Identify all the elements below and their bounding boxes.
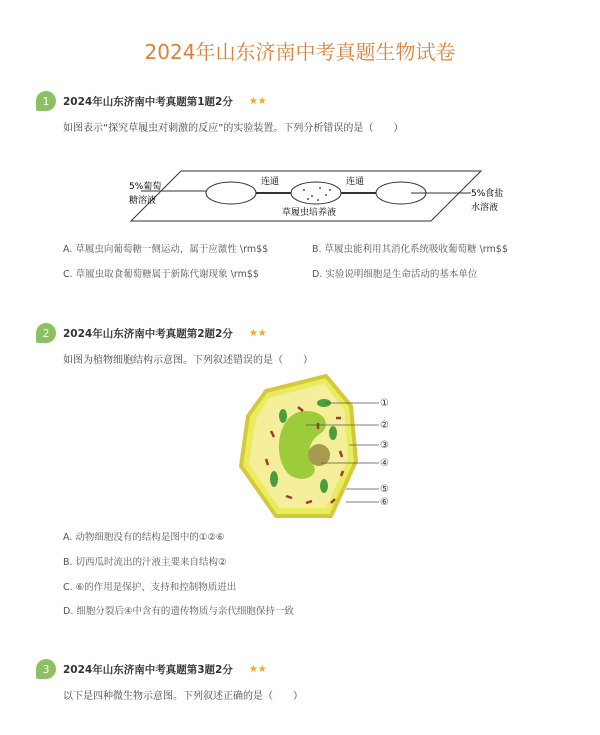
cell-label-4: ④ (380, 458, 389, 469)
question-1 (36, 91, 576, 280)
cell-label-6: ⑥ (380, 497, 389, 508)
option-d[interactable]: D. 实验说明细胞是生命活动的基本单位 (312, 269, 478, 280)
cell-label-1: ① (380, 398, 389, 409)
difficulty-stars: ★★ (248, 327, 267, 339)
question-heading: 2024年山东济南中考真题第1题2分 (63, 95, 233, 108)
option-d[interactable]: D. 细胞分裂后④中含有的遗传物质与亲代细胞保持一致 (63, 606, 294, 617)
left-solution-label: 5%葡萄 (129, 182, 162, 192)
option-c[interactable]: C. 草履虫取食葡萄糖属于新陈代谢现象 \rm$$ (63, 269, 259, 280)
right-solution-label: 5%食盐 (471, 189, 504, 199)
connect-label: 连通 (346, 177, 365, 187)
question-number-badge: 2 (36, 323, 56, 343)
question-number-badge: 1 (36, 91, 56, 111)
left-solution-label: 糖溶液 (129, 196, 157, 206)
option-a[interactable]: A. 草履虫向葡萄糖一侧运动，属于应激性 \rm$$ (63, 244, 269, 255)
question-heading: 2024年山东济南中考真题第3题2分 (63, 663, 233, 676)
culture-label: 草履虫培养液 (282, 208, 337, 218)
question-stem: 如图为植物细胞结构示意图。下列叙述错误的是（ ） (63, 355, 313, 366)
question-stem: 以下是四种微生物示意图。下列叙述正确的是（ ） (63, 691, 303, 702)
question-stem: 如图表示“探究草履虫对刺激的反应”的实验装置。下列分析错误的是（ ） (63, 123, 404, 134)
page-title: 2024年山东济南中考真题生物试卷 (144, 40, 456, 64)
difficulty-stars: ★★ (248, 95, 267, 107)
option-b[interactable]: B. 切西瓜时流出的汁液主要来自结构② (63, 557, 227, 568)
question-heading: 2024年山东济南中考真题第2题2分 (63, 327, 233, 340)
option-c[interactable]: C. ⑥的作用是保护、支持和控制物质进出 (63, 582, 237, 593)
paramecium-experiment-figure (126, 166, 516, 231)
difficulty-stars: ★★ (248, 663, 267, 675)
option-a[interactable]: A. 动物细胞没有的结构是图中的①②⑥ (63, 532, 225, 543)
question-3 (36, 659, 576, 702)
question-2 (36, 323, 576, 617)
plant-cell-figure (236, 371, 396, 521)
cell-label-3: ③ (380, 440, 389, 451)
right-solution-label: 水溶液 (471, 203, 499, 213)
connect-label: 连通 (261, 177, 280, 187)
cell-label-5: ⑤ (380, 484, 389, 495)
cell-label-2: ② (380, 420, 389, 431)
option-b[interactable]: B. 草履虫能利用其消化系统吸收葡萄糖 \rm$$ (312, 244, 508, 255)
question-number-badge: 3 (36, 659, 56, 679)
